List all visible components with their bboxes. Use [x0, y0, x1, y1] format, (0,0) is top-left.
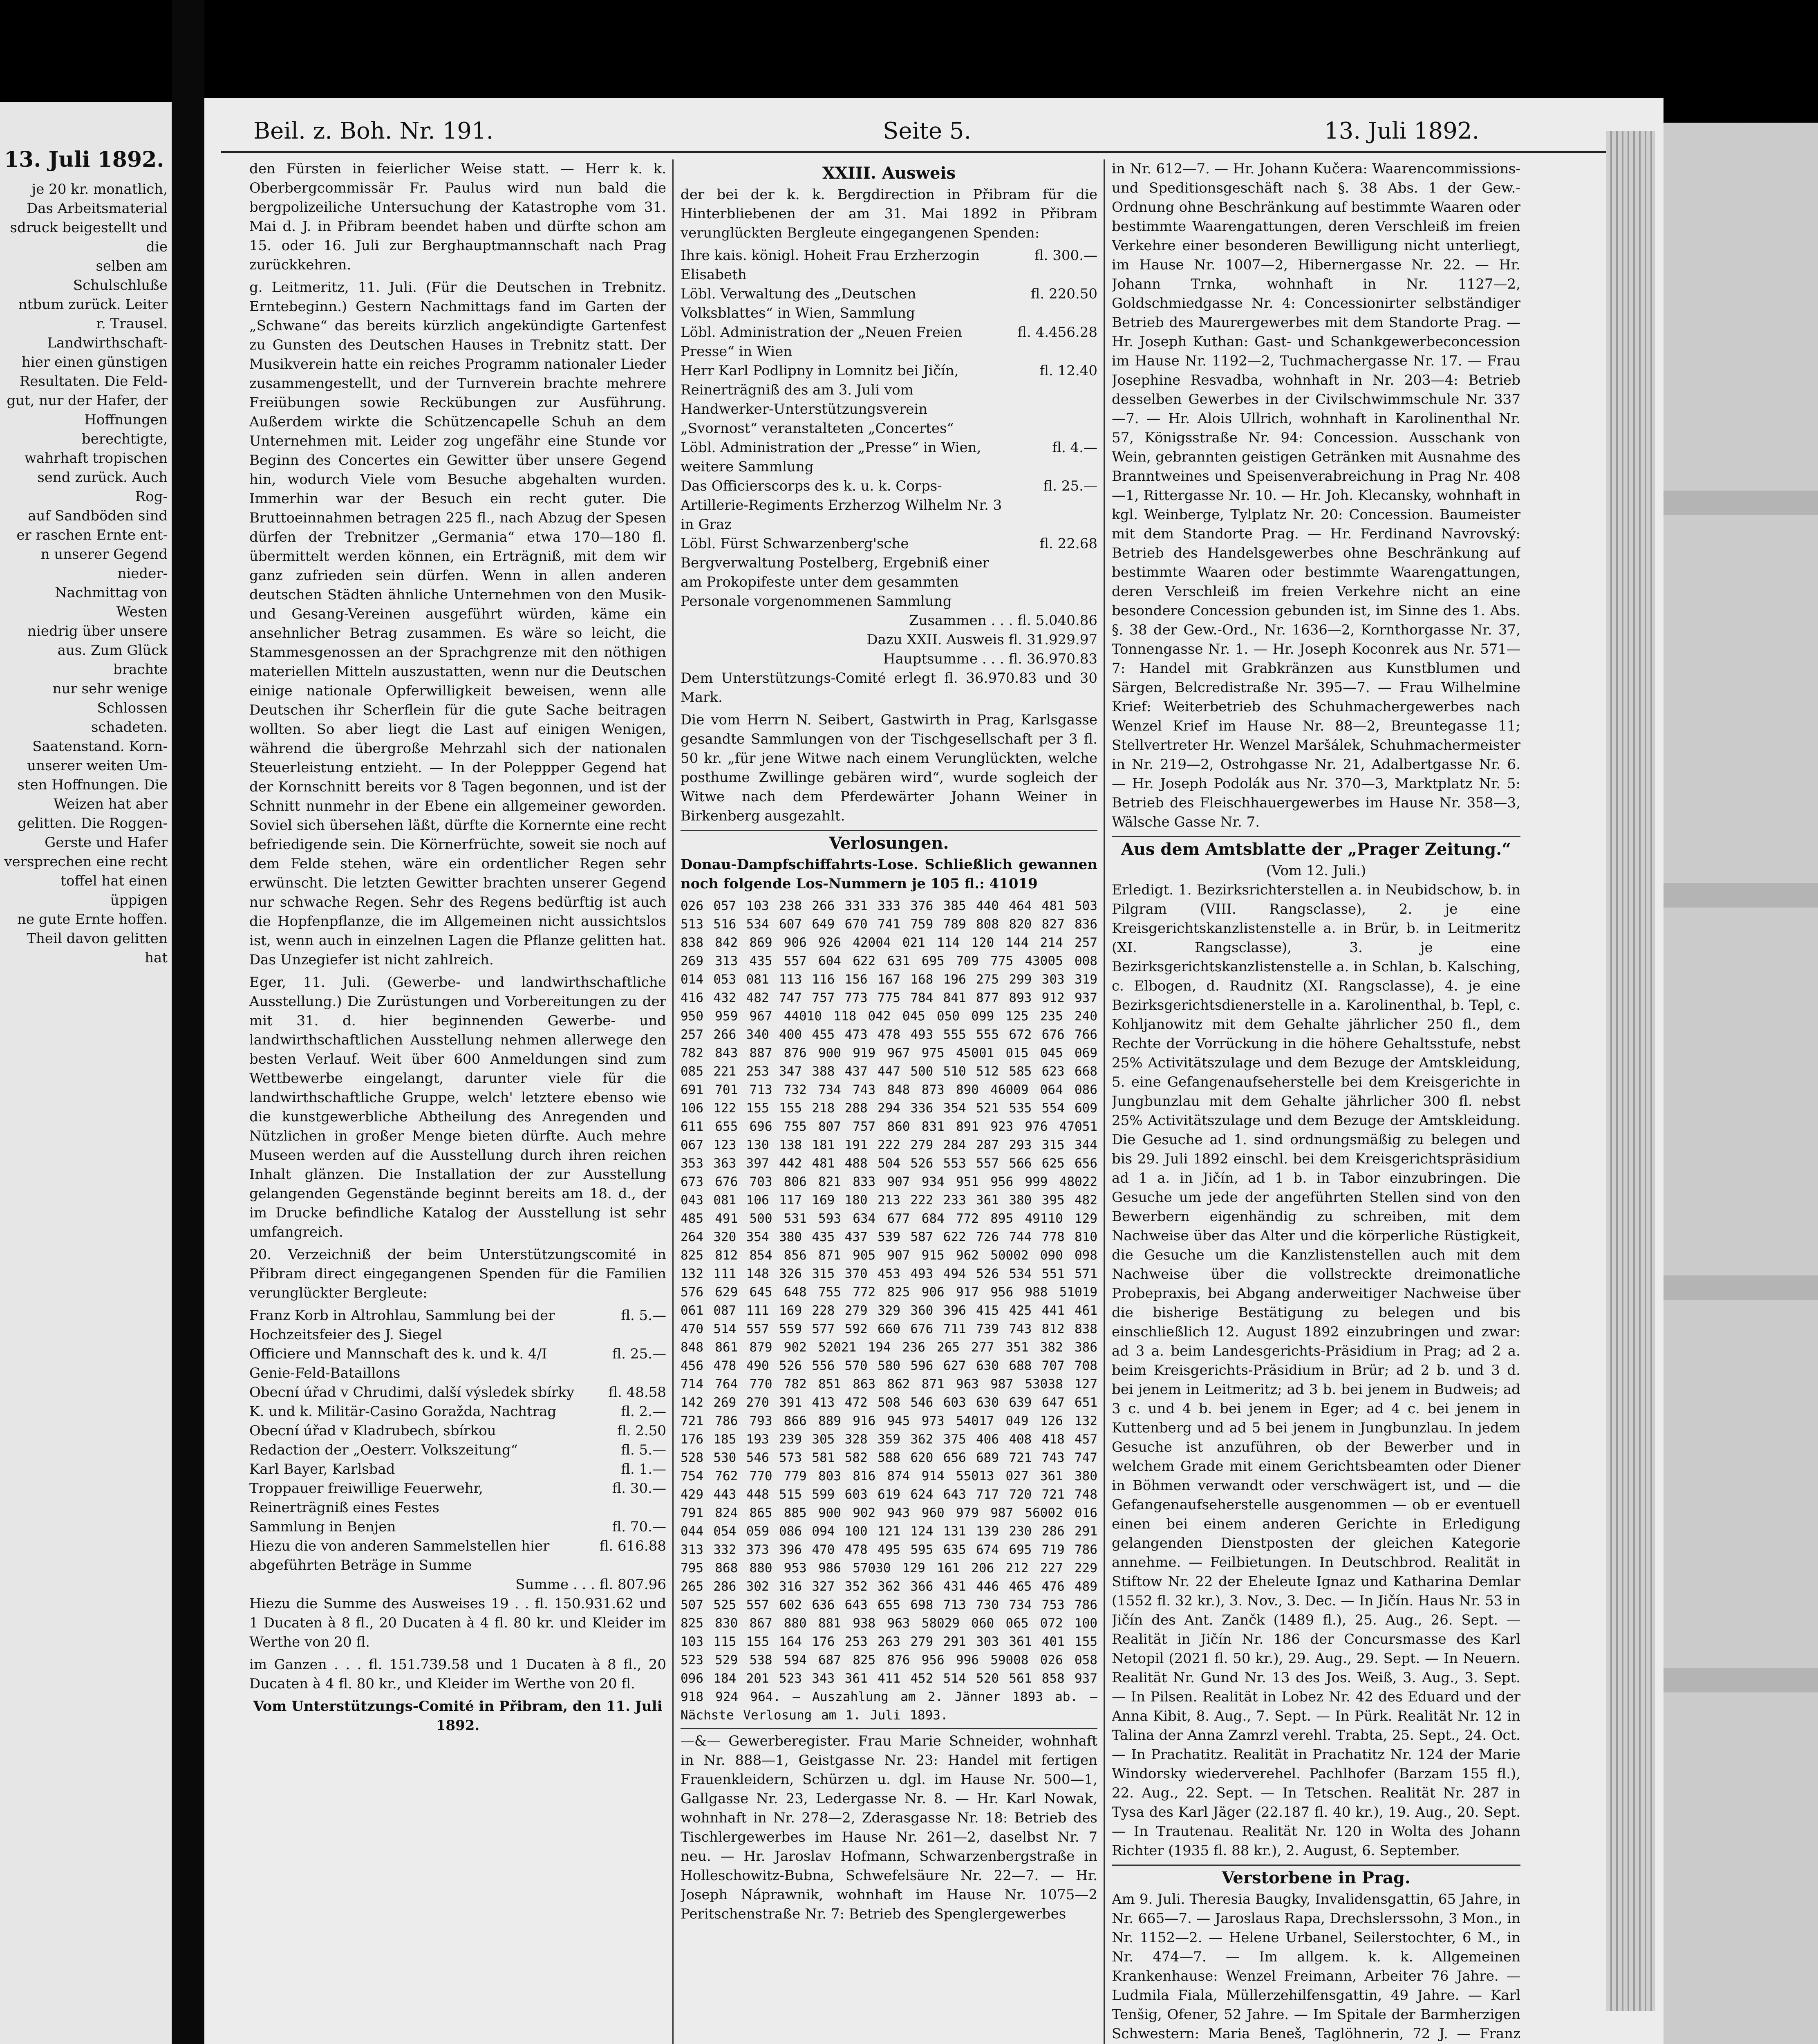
left-page-line: Das Arbeitsmaterial: [26, 200, 168, 217]
lose-heading: Donau-Dampfschiffahrts-Lose. Schließlich gewannen noch folgende Los-Nummern je 105 fl.: 41019: [681, 856, 1097, 892]
page-header: [221, 114, 1647, 153]
donation-label: Obecní úřad v Chrudimi, další výsledek sbírky: [249, 1384, 575, 1401]
left-page-line: selben am Schulschluße: [73, 258, 168, 294]
left-page-line: je 20 kr. monatlich,: [31, 181, 168, 197]
left-page-line: Saatenstand. Korn-: [32, 738, 168, 755]
ausweis-entry-row: [681, 438, 1097, 477]
donation-row: [249, 1421, 666, 1441]
left-page-line: Resultaten. Die Feld-: [19, 373, 168, 390]
donations-addition: Hiezu die Summe des Ausweises 19 . . fl. 150.931.62 und 1 Ducaten à 8 fl., 20 Ducaten à 4 fl. 80 kr. und Kleider im Werthe von 20 fl.: [249, 1596, 666, 1650]
seibert-paragraph: Die vom Herrn N. Seibert, Gastwirth in Prag, Karlsgasse gesandte Sammlungen von der Tischgesellschaft per 3 fl. 50 kr. „für jene Witwe nach einem Verunglückten, welche posthume Zwillinge gebären wird“, wurde sogleich der Witwe nach dem Pferdewärter Johann Weiner in Birkenberg ausgezahlt.: [681, 712, 1097, 824]
left-page-line: Theil davon gelitten hat: [27, 930, 168, 966]
donations-intro: 20. Verzeichniß der beim Unterstützungscomité in Přibram direct eingegangenen Spenden für die Familien verunglückter Bergleute:: [249, 1246, 666, 1301]
left-page-line: auf Sandböden sind: [28, 508, 168, 524]
ausweis-entry-row: [681, 361, 1097, 438]
donation-row: [249, 1537, 666, 1575]
left-page-line: ne gute Ernte hoffen.: [17, 911, 168, 928]
ausweis-entry-label: Herr Karl Podlipny in Lomnitz bei Jičín, Reinerträgniß des am 3. Juli vom Handwerker-Unterstützungsverein „Svornost“ veranstalteten „Concertes“: [681, 363, 959, 437]
ausweis-hauptsumme: Hauptsumme . . . fl. 36.970.83: [883, 651, 1097, 667]
donations-list: [249, 1306, 666, 1575]
left-page-line: sten Hoffnungen. Die: [17, 777, 168, 793]
donation-row: [249, 1383, 666, 1402]
left-page-line: er raschen Ernte ent-: [16, 527, 168, 543]
leitmeritz-article: g. Leitmeritz, 11. Juli. (Für die Deutschen in Trebnitz. Erntebeginn.) Gestern Nachmittags fand im Garten der „Schwane“ das bereits kürzlich angekündigte Gartenfest zu Gunsten des Deutschen Hauses in Trebnitz statt. Der Musikverein hatte ein reiches Programm nationaler Lieder zusammengestellt, und der Turnverein brachte mehrere Freiübungen sowie Reckübungen zur Ausführung. Außerdem wirkte die Schützencapelle Schuh an dem Unternehmen mit. Leider zog ungefähr eine Stunde vor Beginn des Concertes ein Gewitter über unsere Gegend hin, wodurch Viele vom Besuche abgehalten wurden. Immerhin war der Besuch ein recht guter. Die Bruttoeinnahmen betragen 225 fl., nach Abzug der Spesen dürfen der Trebnitzer „Germania“ etwa 170—180 fl. übermittelt werden können, ein Erträgniß, mit dem wir ganz zufrieden sein dürfen. Wenn in allen anderen deutschen Städten ähnliche Unternehmen von den Musik- und Gesang-Vereinen ausgeführt würden, käme ein ansehnlicher Betrag zusammen. Es wäre so leicht, die Stammesgenossen an der Sprachgrenze mit den nöthigen materiellen Mitteln auszustatten, wenn nur die Deutschen einige nationale Opferwilligkeit beweisen, wenn alle Deutschen ihr Scherflein für die gute Sache beitragen wollten. So aber liegt die Last auf einigen Wenigen, während die übergroße Mehrzahl sich der nationalen Steuerleistung entzieht. — In der Poleppper Gegend hat der Kornschnitt bereits vor 8 Tagen begonnen, und ist der Schnitt nunmehr in der Ebene ein allgemeiner geworden. Soviel sich übersehen läßt, dürfte die Kornernte eine recht befriedigende sein. Die Körnerfrüchte, soweit sie noch auf dem Felde stehen, wäre ein ordentlicher Regen sehr erwünscht. Die letzten Gewitter brachten unserer Gegend nur schwache Regen. Sehr des Regens bedürftig ist auch die Hopfenpflanze, die im Allgemeinen nicht aussichtslos ist, wenn auch in einzelnen Lagen die Pflanze gelitten hat. Das Unzegiefer ist nicht zahlreich.: [249, 279, 666, 968]
donations-total: im Ganzen . . . fl. 151.739.58 und 1 Ducaten à 8 fl., 20 Ducaten à 4 fl. 80 kr., und Kleider im Werthe von 20 fl.: [249, 1656, 666, 1692]
donation-amount: fl. 5.—: [621, 1442, 666, 1458]
column-3: [1112, 159, 1520, 2044]
left-page-line: aus. Zum Glück brachte: [57, 642, 168, 678]
ausweis-entry-label: Löbl. Verwaltung des „Deutschen Volksblattes“ in Wien, Sammlung: [681, 286, 916, 321]
donation-amount: fl. 25.—: [612, 1346, 666, 1362]
deaths-heading: Verstorbene in Prag.: [1112, 1865, 1520, 1887]
donation-label: Franz Korb in Altrohlau, Sammlung bei der Hochzeitsfeier des J. Siegel: [249, 1307, 555, 1343]
donation-row: [249, 1345, 666, 1383]
donation-label: Karl Bayer, Karlsbad: [249, 1461, 395, 1477]
left-page-line: gut, nur der Hafer, der: [7, 392, 168, 409]
verlosungen-heading: Verlosungen.: [681, 830, 1097, 853]
left-page-line: sdruck beigestellt und die: [10, 220, 168, 255]
header-date: 13. Juli 1892.: [1324, 118, 1480, 144]
left-page-line: Weizen hat aber: [54, 796, 168, 812]
left-page-line: Landwirthschaft-: [47, 335, 168, 351]
book-gutter: [172, 0, 204, 2044]
donation-amount: fl. 616.88: [599, 1538, 666, 1554]
left-page-line: nur sehr wenige Schlossen: [52, 681, 168, 716]
donation-label: Obecní úřad v Kladrubech, sbírkou: [249, 1423, 496, 1439]
left-page-line: wahrhaft tropischen: [24, 450, 168, 466]
left-page-line: gelitten. Die Roggen-: [18, 815, 168, 831]
donation-row: [249, 1306, 666, 1345]
left-page-line: r. Trausel.: [96, 316, 168, 332]
left-page-line: send zurück. Auch Rog-: [37, 469, 168, 505]
left-page-line: ntbum zurück. Leiter: [18, 296, 168, 313]
left-page-line: versprechen eine recht: [4, 854, 168, 870]
amtsblatt-date: (Vom 12. Juli.): [1266, 863, 1366, 879]
ausweis-entry-amount: fl. 4.—: [1052, 439, 1097, 456]
header-page-number: Seite 5.: [883, 118, 972, 144]
ausweis-entry-label: Das Officierscorps des k. u. k. Corps-Artillerie-Regiments Erzherzog Wilhelm Nr. 3 in Graz: [681, 478, 1002, 533]
paulus-paragraph: den Fürsten in feierlicher Weise statt. — Herr k. k. Oberbergcommissär Fr. Paulus wird nun bald die bergpolizeiliche Untersuchung der Katastrophe vom 31. Mai d. J. in Přibram beendet haben und dürfte schon am 15. oder 16. Juli zur Berghauptmannschaft nach Prag zurückkehren.: [249, 161, 666, 273]
newspaper-page: [204, 98, 1664, 2044]
left-page-line: Gerste und Hafer: [45, 834, 168, 851]
lottery-numbers: 026 057 103 238 266 331 333 376 385 440 464 481 503 513 516 534 607 649 670 741 759 789 808 820 827 836 838 842 869 906 926 42004 021 114 120 144 214 257 269 313 435 557 604 622 631 695 709 775 43005 008 014 053 081 113 116 156 167 168 196 275 299 303 319 416 432 482 747 757 773 775 784 841 877 893 912 937 950 959 967 44010 118 042 045 050 099 125 235 240 257 266 340 400 455 473 478 493 555 555 672 676 766 782 843 887 876 900 919 967 975 45001 015 045 069 085 221 253 347 388 437 447 500 510 512 585 623 668 691 701 713 732 734 743 848 873 890 46009 064 086 106 122 155 155 218 288 294 336 354 521 535 554 609 611 655 696 755 807 757 860 831 891 923 976 47051 067 123 130 138 181 191 222 279 284 287 293 315 344 353 363 397 442 481 488 504 526 553 557 566 625 656 673 676 703 806 821 833 907 934 951 956 999 48022 043 081 106 117 169 180 213 222 233 361 380 395 482 485 491 500 531 593 634 677 684 772 895 49110 129 264 320 354 380 435 437 539 587 622 726 744 778 810 825 812 854 856 871 905 907 915 962 50002 090 098 132 111 148 326 315 370 453 493 494 526 534 551 571 576 629 645 648 755 772 825 906 917 956 988 51019 061 087 111 169 228 279 329 360 396 415 425 441 461 470 514 557 559 577 592 660 676 711 739 743 812 838 848 861 879 902 52021 194 236 265 277 351 382 386 456 478 490 526 556 570 580 596 627 630 688 707 708 714 764 770 782 851 863 862 871 963 987 53038 127 142 269 270 391 413 472 508 546 603 630 639 647 651 721 786 793 866 889 916 945 973 54017 049 126 132 176 185 193 239 305 328 359 362 375 406 408 418 457 528 530 546 573 581 582 588 620 656 689 721 743 747 754 762 770 779 803 816 874 914 55013 027 361 380 429 443 448 515 599 603 619 624 643 717 720 721 748 791 824 865 885 900 902 943 960 979 987 56002 016 044 054 059 086 094 100 121 124 131 139 230 286 291 313 332 373 396 470 478 495 595 635 674 695 719 786 795 868 880 953 986 57030 129 161 206 212 227 229 265 286 302 316 327 352 362 366 431 446 465 476 489 507 525 557 602 636 643 655 698 713 730 734 753 786 825 830 867 880 881 938 963 58029 060 065 072 100 103 115 155 164 176 253 263 279 291 303 361 401 155 523 529 538 594 687 825 876 956 996 59008 026 058 096 184 201 523 343 361 411 452 514 520 561 858 937 918 924 964. — Auszahlung am 2. Jänner 1893 ab. — Nächste Verlosung am 1. Juli 1893.: [681, 899, 1097, 1723]
ausweis-dazu: Dazu XXII. Ausweis fl. 31.929.97: [866, 632, 1097, 648]
ausweis-erlegt: Dem Unterstützungs-Comité erlegt fl. 36.970.83 und 30 Mark.: [681, 670, 1097, 706]
gewerbe-continued: in Nr. 612—7. — Hr. Johann Kučera: Waarencommissions- und Speditionsgeschäft nach §. 38 Abs. 1 der Gew.-Ordnung ohne Beschränkung auf bestimmte Waaren oder bestimmte Waarengattungen, deren Verschleiß im freien Verkehre einer besonderen Bewilligung nicht unterliegt, im Hause Nr. 1007—2, Hibernergasse Nr. 22. — Hr. Johann Trnka, wohnhaft in Nr. 1127—2, Goldschmiedgasse Nr. 4: Concessionirter selbständiger Betrieb des Maurergewerbes mit dem Standorte Prag. — Hr. Joseph Kuthan: Gast- und Schankgewerbeconcession im Hause Nr. 1192—2, Tuchmachergasse Nr. 17. — Frau Josephine Resvadba, wohnhaft in Nr. 203—4: Betrieb desselben Gewerbes in der Civilschwimmschule Nr. 337—7. — Hr. Alois Ullrich, wohnhaft in Karolinenthal Nr. 57, Königsstraße Nr. 94: Concession. Ausschank von Wein, gebrannten geistigen Getränken mit Ausnahme des Branntweines und Speisenverabreichung in Prag Nr. 408—1, Rittergasse Nr. 10. — Hr. Joh. Klecansky, wohnhaft in kgl. Weinberge, Tylplatz Nr. 20: Concession. Baumeister mit dem Standorte Prag. — Hr. Ferdinand Navrovský: Betrieb des Handelsgewerbes ohne Beschränkung auf bestimmte Waaren oder bestimmte Waarengattungen, deren Verschleiß im freien Verkehre nicht an eine besondere Concession gebunden ist, im Sinne des 1. Abs. §. 38 der Gew.-Ord., Nr. 1636—2, Kornthorgasse Nr. 37, Tonnengasse Nr. 1. — Hr. Joseph Koconrek aus Nr. 571—7: Handel mit Grabkränzen aus Kunstblumen und Särgen, Belcredistraße Nr. 395—7. — Frau Wilhelmine Krief: Weiterbetrieb des Schuhmachergewerbes nach Wenzel Krief im Hause Nr. 88—2, Breuntegasse 11; Stellvertreter Hr. Wenzel Maršálek, Schuhmachermeister in Nr. 219—2, Ostrohgasse Nr. 21, Adalbertgasse Nr. 6. — Hr. Joseph Podolák aus Nr. 370—3, Marktplatz Nr. 5: Betrieb des Fleischhauergewerbes im Hause Nr. 358—3, Wälsche Gasse Nr. 7.: [1112, 161, 1520, 830]
ausweis-zusammen: Zusammen . . . fl. 5.040.86: [909, 612, 1097, 629]
ausweis-entry-amount: fl. 4.456.28: [1017, 324, 1097, 341]
ausweis-entry-row: [681, 246, 1097, 285]
donation-amount: fl. 70.—: [612, 1519, 666, 1535]
committee-signature: Vom Unterstützungs-Comité in Přibram, den 11. Juli 1892.: [253, 1698, 663, 1734]
adjacent-left-page: [0, 102, 172, 2044]
header-issue: Beil. z. Boh. Nr. 191.: [253, 118, 494, 144]
donation-label: K. und k. Militär-Casino Goražda, Nachtrag: [249, 1403, 557, 1420]
donation-label: Hiezu die von anderen Sammelstellen hier abgeführten Beträge in Summe: [249, 1538, 550, 1573]
donation-label: Officiere und Mannschaft des k. und k. 4/I Genie-Feld-Bataillons: [249, 1346, 547, 1381]
ausweis-entry-label: Ihre kais. königl. Hoheit Frau Erzherzogin Elisabeth: [681, 247, 980, 283]
donation-amount: fl. 2.50: [617, 1423, 666, 1439]
ausweis-entry-row: [681, 285, 1097, 323]
gewerberegister: —&— Gewerberegister. Frau Marie Schneider, wohnhaft in Nr. 888—1, Geistgasse Nr. 23: Handel mit fertigen Frauenkleidern, Schürzen u. dgl. im Hause Nr. 500—1, Gallgasse Nr. 23, Ledergasse Nr. 8. — Hr. Karl Nowak, wohnhaft in Nr. 278—2, Zderasgasse Nr. 18: Betrieb des Tischlergewerbes im Hause Nr. 261—2, daselbst Nr. 7 neu. — Hr. Jaroslav Hofmann, Schwarzenbergstraße in Holleschowitz-Bubna, Schwefelsäure Nr. 22—7. — Hr. Joseph Náprawnik, wohnhaft im Hause Nr. 1075—2 Peritschenstraße Nr. 7: Betrieb des Spenglergewerbes: [681, 1728, 1097, 1924]
ausweis-entry-amount: fl. 220.50: [1030, 286, 1097, 302]
column-rule-2: [1104, 159, 1105, 2044]
donation-row: [249, 1441, 666, 1460]
ausweis-entry-row: [681, 323, 1097, 361]
column-2: [681, 159, 1097, 2044]
left-page-date: 13. Juli 1892.: [4, 147, 164, 172]
donation-row: [249, 1479, 666, 1517]
donation-amount: fl. 1.—: [621, 1461, 666, 1477]
left-page-line: Nachmittag von Westen: [55, 585, 168, 620]
donation-label: Troppauer freiwillige Feuerwehr, Reinerträgniß eines Festes: [249, 1480, 483, 1516]
left-page-line: Hoffnungen berechtigte,: [81, 412, 168, 447]
column-1: [249, 159, 666, 2044]
left-page-line: niedrig über unsere: [27, 623, 168, 639]
deaths-list: Am 9. Juli. Theresia Baugky, Invalidensgattin, 65 Jahre, in Nr. 665—7. — Jaroslaus Rapa, Drechslerssohn, 3 Mon., in Nr. 1152—2. — Helene Urbanel, Seilerstochter, 6 M., in Nr. 474—7. — Im allgem. k. k. Allgemeinen Krankenhause: Wenzel Freimann, Arbeiter 76 Jahre. — Ludmila Fiala, Müllerzehilfensgattin, 49 Jahre. — Karl Tenšig, Ofener, 52 Jahre. — Im Spitale der Barmherzigen Schwestern: Maria Beneš, Taglöhnerin, 72 J. — Franz: [1112, 1891, 1520, 2042]
left-page-text: [4, 180, 168, 968]
donation-row: [249, 1460, 666, 1479]
eger-article: Eger, 11. Juli. (Gewerbe- und landwirthschaftliche Ausstellung.) Die Zurüstungen und Vorbereitungen zu der mit 31. d. hier beginnenden Gewerbe- und landwirthschaftlichen Ausstellung nehmen allerwege den besten Verlauf. Weit über 600 Anmeldungen sind zum Wettbewerbe eingelangt, darunter viele für die landwirthschaftliche Gruppe, welch' letztere ebenso wie die kunstgewerbliche Abtheilung des Anregenden und Nützlichen in großer Menge bieten dürfte. Auch mehre Museen werden auf die Ausstellung durch ihren reichen Inhalt glänzen. Die Installation der zur Ausstellung gelangenden Gegenstände beginnt bereits am 18. d., der im Drucke befindliche Katalog der Ausstellung ist sehr umfangreich.: [249, 974, 666, 1240]
donations-sum: Summe . . . fl. 807.96: [515, 1576, 666, 1593]
page-edges: [1606, 131, 1655, 2011]
donation-row: [249, 1517, 666, 1537]
donation-row: [249, 1402, 666, 1421]
ausweis-entry-label: Löbl. Administration der „Neuen Freien Presse“ in Wien: [681, 324, 962, 360]
ausweis-entry-amount: fl. 300.—: [1034, 247, 1097, 264]
donation-amount: fl. 48.58: [608, 1384, 666, 1401]
left-page-line: n unserer Gegend nieder-: [40, 546, 168, 582]
donation-label: Redaction der „Oesterr. Volkszeitung“: [249, 1442, 518, 1458]
column-rule-1: [672, 159, 674, 2044]
donation-amount: fl. 30.—: [612, 1480, 666, 1497]
ausweis-entry-amount: fl. 12.40: [1039, 363, 1097, 379]
ausweis-entry-amount: fl. 25.—: [1043, 478, 1097, 494]
ausweis-entry-row: [681, 534, 1097, 611]
ausweis-entry-amount: fl. 22.68: [1039, 536, 1097, 552]
left-page-line: toffel hat einen üppigen: [60, 873, 168, 908]
ausweis-entry-row: [681, 477, 1097, 534]
amtsblatt-heading: Aus dem Amtsblatte der „Prager Zeitung.“: [1112, 836, 1520, 859]
left-page-line: unserer weiten Um-: [27, 758, 168, 774]
amtsblatt-text: Erledigt. 1. Bezirksrichterstellen a. in Neubidschow, b. in Pilgram (VIII. Rangsclasse), 2. je eine Kreisgerichtskanzlistenstelle a. in Brür, b. in Leitmeritz (XI. Rangsclasse), 3. je eine Bezirksgerichtskanzlistenstelle a. in Schlan, b. Kalsching, c. Elbogen, d. Raudnitz (XI. Rangsclasse), 4. je eine Bezirksgerichtsdienerstelle in a. Karolinenthal, b. Tepl, c. Kohljanowitz mit dem Gehalte jährlicher 250 fl., dem Rechte der Vorrückung in die höhere Gehaltsstufe, nebst 25% Activitätszulage und dem Bezuge der Amtskleidung, 5. eine Gefangenaufseherstelle bei dem Kreisgerichte in Jungbunzlau mit dem Gehalte jährlicher 300 fl. nebst 25% Activitätszulage und dem Bezuge der Amtskleidung. Die Gesuche ad 1. sind ordnungsmäßig zu belegen und bis 29. Juli 1892 einschl. bei dem Kreisgerichtspräsidium ad 1 a. in Jičín, ad 1 b. in Tabor einzubringen. Die Gesuche um jede der angeführten Stellen sind von den Bewerbern eigenhändig zu schreiben, mit dem Nachweise über das Alter und die körperliche Rüstigkeit, die Gesuche um die Kanzlistenstellen auch mit dem Nachweise über die vollstreckte dreimonatliche Probepraxis, bei Abgang anderweitiger Nachweise über die bisherige Bestätigung zu belegen und bis einschließlich 12. August 1892 einzubringen und zwar: ad 3 a. beim Landesgerichts-Präsidium in Prag; ad 2 a. beim Kreisgerichts-Präsidium in Brür; ad 2 b. und 3 d. bei jenem in Leitmeritz; ad 3 b. bei jenem in Budweis; ad 3 c. und 4 b. bei jenem in Eger; ad 4 c. bei jenem in Kuttenberg und ad 5 bei jenem in Jungbunzlau. In jedem Gesuche ist anzuführen, ob der Bewerber und in welchem Grade mit einem Gerichtsbeamten oder Diener in Böhmen verwandt oder verschwägert ist, und — die Gefangenaufseherstelle ausgenommen — ob er eventuell einen bei einem anderen Gerichte in Erledigung gelangenden Dienstposten der gleichen Kategorie annehme. — Feilbietungen. In Deutschbrod. Realität in Stiftow Nr. 22 der Eheleute Ignaz und Katharina Demlar (1552 fl. 32 kr.), 3. Nov., 3. Dec. — In Jičín. Haus Nr. 53 in Jičín des Ant. Zančk (1489 fl.), 25. Aug., 26. Sept. — Realität in Jičín Nr. 186 der Concursmasse des Karl Netopil (2021 fl. 50 kr.), 29. Aug., 29. Sept. — In Neuern. Realität Nr. Gund Nr. 13 des Jos. Weiß, 3. Aug., 3. Sept. — In Pilsen. Realität in Lobez Nr. 42 des Eduard und der Anna Kibit, 8. Aug., 7. Sept. — In Pürk. Realität Nr. 12 in Talina der Anna Zamrzl verehl. Trabta, 25. Sept., 24. Oct. — In Prachatitz. Realität in Prachatitz Nr. 124 der Marie Windorsky wiederverehel. Pachlhofer (Barzam 155 fl.), 22. Aug., 22. Sept. — In Tetschen. Realität Nr. 287 in Tysa des Karl Jäger (22.187 fl. 40 kr.), 19. Aug., 20. Sept. — In Trautenau. Realität Nr. 120 in Wolta des Johann Richter (1935 fl. 88 kr.), 2. August, 6. September.: [1112, 882, 1520, 1859]
left-page-line: hier einen günstigen: [22, 354, 168, 370]
ausweis-entry-label: Löbl. Administration der „Presse“ in Wien, weitere Sammlung: [681, 439, 981, 475]
donation-amount: fl. 2.—: [621, 1403, 666, 1420]
ausweis-title: XXIII. Ausweis: [822, 164, 956, 183]
donation-label: Sammlung in Benjen: [249, 1519, 396, 1535]
left-page-line: schadeten.: [91, 719, 168, 735]
ausweis-entries: [681, 246, 1097, 611]
ausweis-entry-label: Löbl. Fürst Schwarzenberg'sche Bergverwaltung Postelberg, Ergebniß einer am Prokopifeste unter dem gesammten Personale vorgenommenen Sammlung: [681, 536, 989, 610]
donation-amount: fl. 5.—: [621, 1307, 666, 1324]
ausweis-intro: der bei der k. k. Bergdirection in Přibram für die Hinterbliebenen der am 31. Mai 1892 in Přibram verunglückten Bergleute eingegangenen Spenden:: [681, 186, 1097, 241]
